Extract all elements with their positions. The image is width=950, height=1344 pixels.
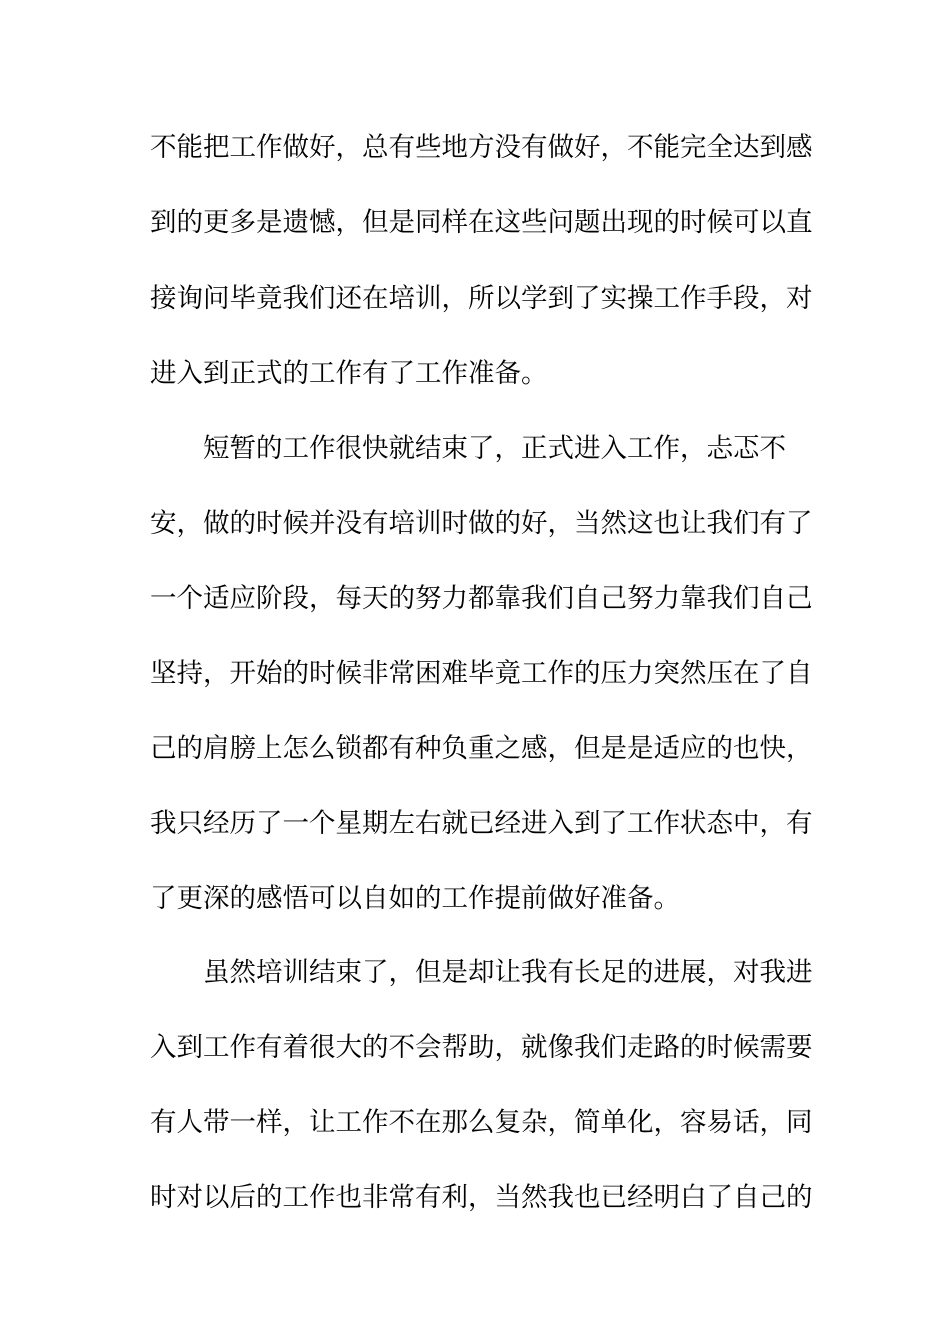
- paragraph-first-line: 虽然培训结束了，但是却让我有长足的进展，对我进: [203, 957, 813, 988]
- text-line: 坚持，开始的时候非常困难毕竟工作的压力突然压在了自: [150, 658, 813, 689]
- text-line: 进入到正式的工作有了工作准备。: [150, 358, 548, 389]
- text-line: 己的肩膀上怎么锁都有种负重之感，但是是适应的也快，: [150, 733, 813, 764]
- text-line: 我只经历了一个星期左右就已经进入到了工作状态中，有: [150, 808, 813, 839]
- text-line: 时对以后的工作也非常有利，当然我也已经明白了自己的: [150, 1182, 813, 1213]
- text-line: 安，做的时候并没有培训时做的好，当然这也让我们有了: [150, 508, 813, 539]
- text-line: 到的更多是遗憾，但是同样在这些问题出现的时候可以直: [150, 207, 813, 238]
- text-line: 不能把工作做好，总有些地方没有做好，不能完全达到感: [150, 132, 813, 163]
- text-line: 接询问毕竟我们还在培训，所以学到了实操工作手段，对: [150, 283, 813, 314]
- text-line: 一个适应阶段，每天的努力都靠我们自己努力靠我们自己: [150, 583, 813, 614]
- paragraph-first-line: 短暂的工作很快就结束了，正式进入工作，忐忑不: [203, 433, 786, 464]
- text-line: 了更深的感悟可以自如的工作提前做好准备。: [150, 883, 680, 914]
- text-line: 入到工作有着很大的不会帮助，就像我们走路的时候需要: [150, 1032, 813, 1063]
- text-line: 有人带一样，让工作不在那么复杂，简单化，容易话，同: [150, 1107, 813, 1138]
